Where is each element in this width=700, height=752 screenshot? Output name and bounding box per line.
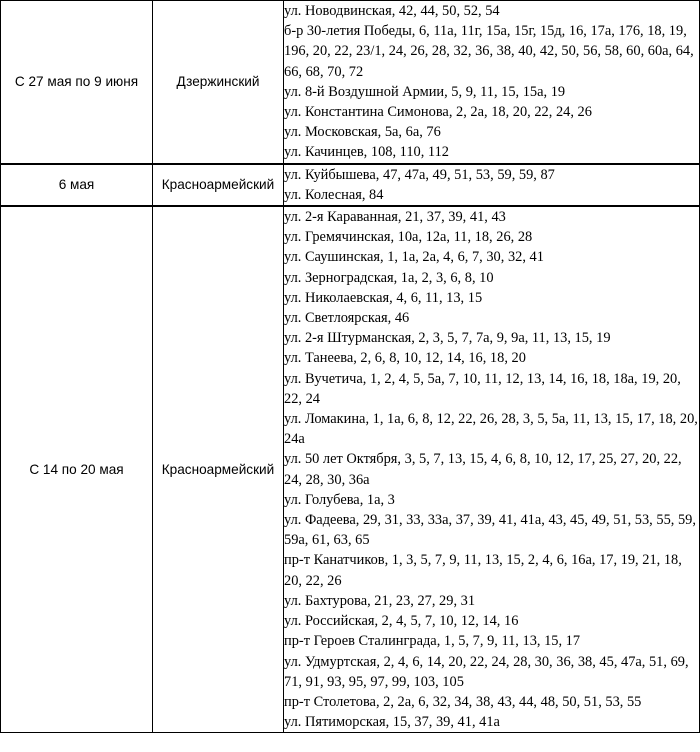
- address-line: ул. Зерноградская, 1а, 2, 3, 6, 8, 10: [284, 269, 494, 286]
- address-line: ул. Танеева, 2, 6, 8, 10, 12, 14, 16, 18, 20: [284, 350, 526, 367]
- period-cell: С 14 по 20 мая: [1, 206, 153, 733]
- address-line: ул. Ломакина, 1, 1а, 6, 8, 12, 22, 26, 28, 3, 5, 5а, 11, 13, 15, 17, 18, 20, 24а: [284, 411, 698, 448]
- address-line: ул. Фадеева, 29, 31, 33, 33а, 37, 39, 41, 41а, 43, 45, 49, 51, 53, 55, 59, 59а, 61, 63, 65: [284, 512, 696, 549]
- address-list-cell: [284, 206, 700, 733]
- address-line: ул. Качинцев, 108, 110, 112: [284, 144, 449, 161]
- address-line: ул. Пятиморская, 15, 37, 39, 41, 41а: [284, 714, 500, 731]
- address-line: ул. Николаевская, 4, 6, 11, 13, 15: [284, 289, 483, 306]
- address-line: ул. Гремячинская, 10а, 12а, 11, 18, 26, 28: [284, 229, 533, 246]
- table-row: [1, 164, 700, 206]
- address-line: ул. Бахтурова, 21, 23, 27, 29, 31: [284, 592, 476, 609]
- address-line: ул. Московская, 5а, 6а, 76: [284, 124, 441, 141]
- address-line: ул. Вучетича, 1, 2, 4, 5, 5а, 7, 10, 11, 12, 13, 14, 16, 18, 18а, 19, 20, 22, 24: [284, 370, 681, 407]
- address-line: б-р 30-летия Победы, 6, 11а, 11г, 15а, 15г, 15д, 16, 17а, 176, 18, 19, 196, 20, 22, 23/1, 24, 26, 28, 32, 36, 38, 40, 42, 50, 56, 58, 60, 60а, 64, 66, 68, 70, 72: [284, 23, 694, 80]
- address-line: ул. 2-я Караванная, 21, 37, 39, 41, 43: [284, 209, 506, 226]
- table-row: [1, 206, 700, 733]
- period-cell: 6 мая: [1, 164, 153, 206]
- address-line: ул. Новодвинская, 42, 44, 50, 52, 54: [284, 3, 500, 19]
- address-list-cell: [284, 1, 700, 164]
- address-list-cell: [284, 164, 700, 206]
- address-line: ул. Куйбышева, 47, 47а, 49, 51, 53, 59, 59, 87: [284, 166, 555, 183]
- table-row: [1, 1, 700, 164]
- address-line: ул. Колесная, 84: [284, 186, 384, 203]
- address-line: пр-т Столетова, 2, 2а, 6, 32, 34, 38, 43, 44, 48, 50, 51, 53, 55: [284, 693, 642, 710]
- district-cell: Красноармейский: [153, 164, 284, 206]
- address-line: пр-т Канатчиков, 1, 3, 5, 7, 9, 11, 13, 15, 2, 4, 6, 16а, 17, 19, 21, 18, 20, 22, 26: [284, 552, 682, 589]
- address-line: ул. Светлоярская, 46: [284, 310, 410, 327]
- address-line: ул. Саушинская, 1, 1а, 2а, 4, 6, 7, 30, 32, 41: [284, 249, 544, 266]
- district-cell: Красноармейский: [153, 206, 284, 733]
- address-line: пр-т Героев Сталинграда, 1, 5, 7, 9, 11, 13, 15, 17: [284, 633, 581, 650]
- address-line: ул. 50 лет Октября, 3, 5, 7, 13, 15, 4, 6, 8, 10, 12, 17, 25, 27, 20, 22, 24, 28, 30, 36а: [284, 451, 682, 488]
- address-line: ул. 8-й Воздушной Армии, 5, 9, 11, 15, 15а, 19: [284, 83, 566, 100]
- district-cell: Дзержинский: [153, 1, 284, 164]
- address-line: ул. Голубева, 1а, 3: [284, 491, 395, 508]
- address-line: ул. Российская, 2, 4, 5, 7, 10, 12, 14, 16: [284, 613, 519, 630]
- address-line: ул. Удмуртская, 2, 4, 6, 14, 20, 22, 24, 28, 30, 36, 38, 45, 47а, 51, 69, 71, 91, 93, 95, 97, 99, 103, 105: [284, 653, 689, 690]
- address-line: ул. 2-я Штурманская, 2, 3, 5, 7, 7а, 9, 9а, 11, 13, 15, 19: [284, 330, 611, 347]
- period-cell: С 27 мая по 9 июня: [1, 1, 153, 164]
- address-line: ул. Константина Симонова, 2, 2а, 18, 20, 22, 24, 26: [284, 104, 592, 121]
